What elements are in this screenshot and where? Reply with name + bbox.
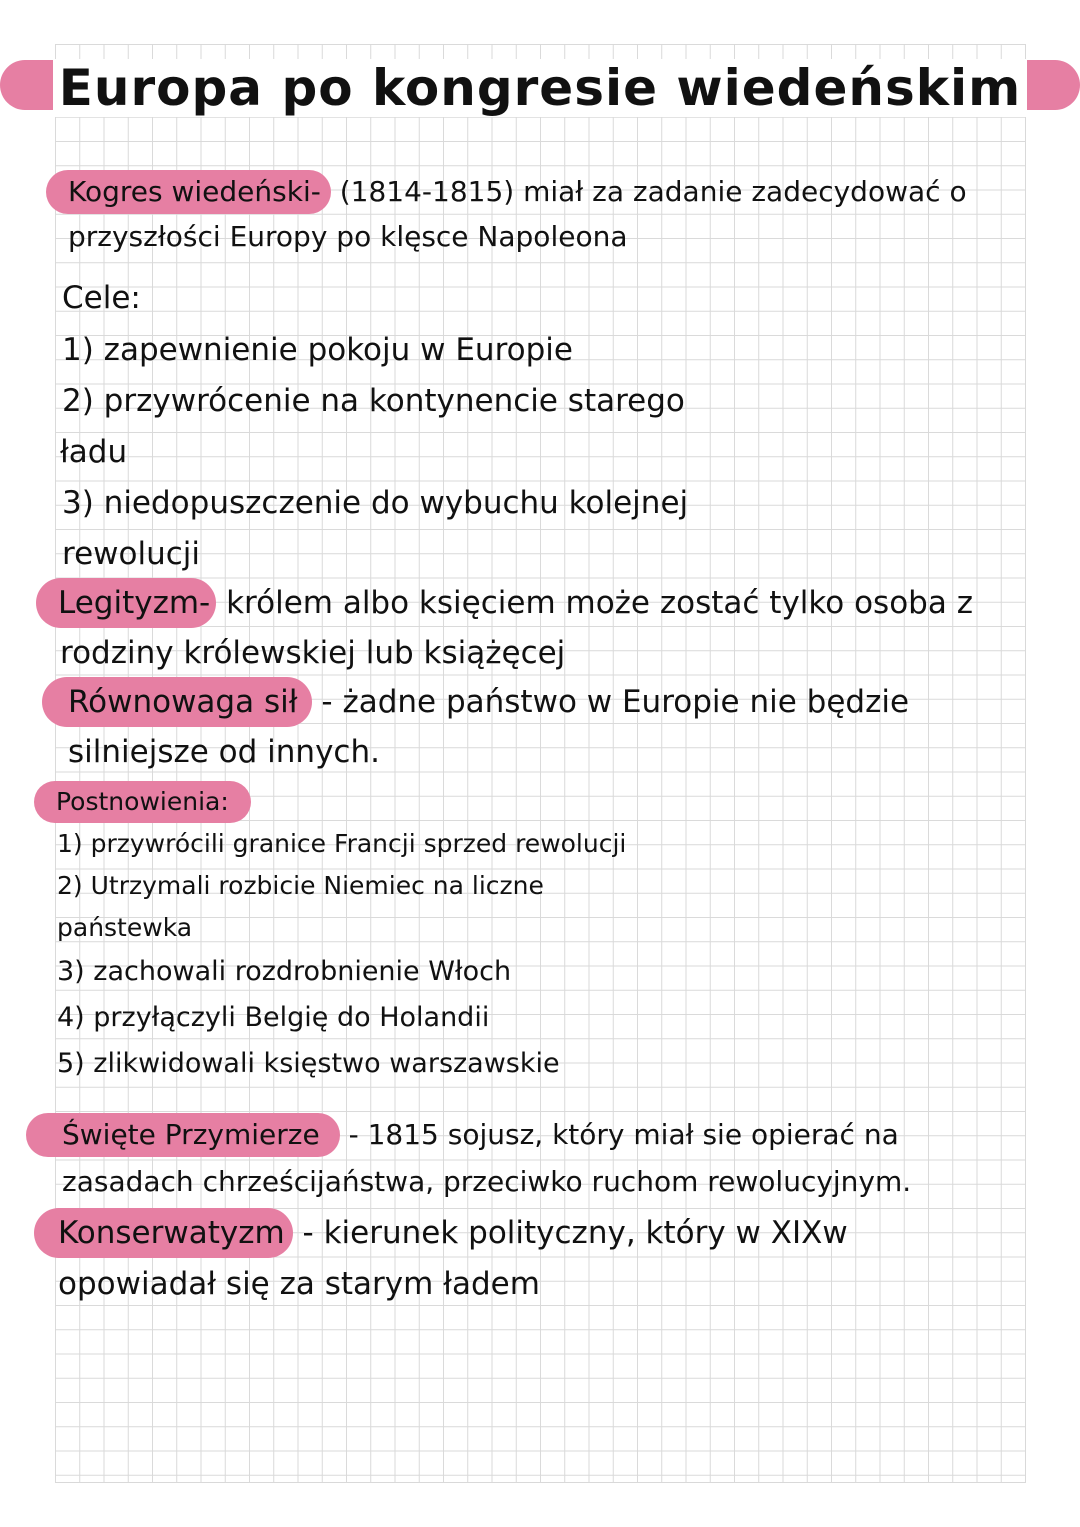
przymierze-line-2: zasadach chrześcijaństwa, przeciwko ruchom rewolucyjnym.	[62, 1165, 912, 1198]
przymierze-line-1: Święte Przymierze - 1815 sojusz, który miał sie opierać na	[26, 1113, 899, 1157]
przymierze-term: Święte Przymierze	[26, 1113, 340, 1157]
postanowienia-heading: Postnowienia:	[34, 781, 251, 823]
postanowienia-item-3: 3) zachowali rozdrobnienie Włoch	[57, 956, 512, 987]
page-title: Europa po kongresie wiedeńskim	[0, 52, 1080, 124]
rownowaga-line-2: silniejsze od innych.	[68, 734, 380, 770]
konserwatyzm-line-2: opowiadał się za starym ładem	[58, 1266, 540, 1302]
cele-item-3: 3) niedopuszczenie do wybuchu kolejnej	[62, 485, 689, 521]
legitymizm-term: Legityzm-	[36, 578, 216, 628]
rownowaga-term: Równowaga sił	[42, 677, 312, 727]
cele-item-2: 2) przywrócenie na kontynencie starego	[62, 383, 685, 419]
konserwatyzm-term: Konserwatyzm	[34, 1208, 293, 1258]
konserwatyzm-line-1: Konserwatyzm - kierunek polityczny, który w XIXw	[34, 1208, 848, 1258]
kongres-line-2: przyszłości Europy po klęsce Napoleona	[68, 220, 628, 253]
cele-item-3-cont: rewolucji	[62, 536, 200, 572]
cele-item-2-cont: ładu	[60, 434, 128, 470]
postanowienia-item-2: 2) Utrzymali rozbicie Niemiec na liczne	[57, 871, 544, 900]
cele-heading: Cele:	[62, 280, 141, 316]
kongres-line-1: Kogres wiedeński- (1814-1815) miał za zadanie zadecydować o	[46, 170, 967, 214]
cele-item-1: 1) zapewnienie pokoju w Europie	[62, 332, 573, 368]
postanowienia-item-4: 4) przyłączyli Belgię do Holandii	[57, 1002, 490, 1033]
kongres-term: Kogres wiedeński-	[46, 170, 331, 214]
postanowienia-item-2-cont: państewka	[57, 913, 193, 942]
postanowienia-heading-line	[34, 781, 251, 823]
legitymizm-line-1: Legityzm- królem albo księciem może zostać tylko osoba z	[36, 578, 973, 628]
rownowaga-line-1: Równowaga sił - żadne państwo w Europie nie będzie	[42, 677, 909, 727]
postanowienia-item-5: 5) zlikwidowali księstwo warszawskie	[57, 1048, 560, 1079]
legitymizm-line-2: rodziny królewskiej lub książęcej	[60, 635, 566, 671]
postanowienia-item-1: 1) przywrócili granice Francji sprzed rewolucji	[57, 829, 627, 858]
